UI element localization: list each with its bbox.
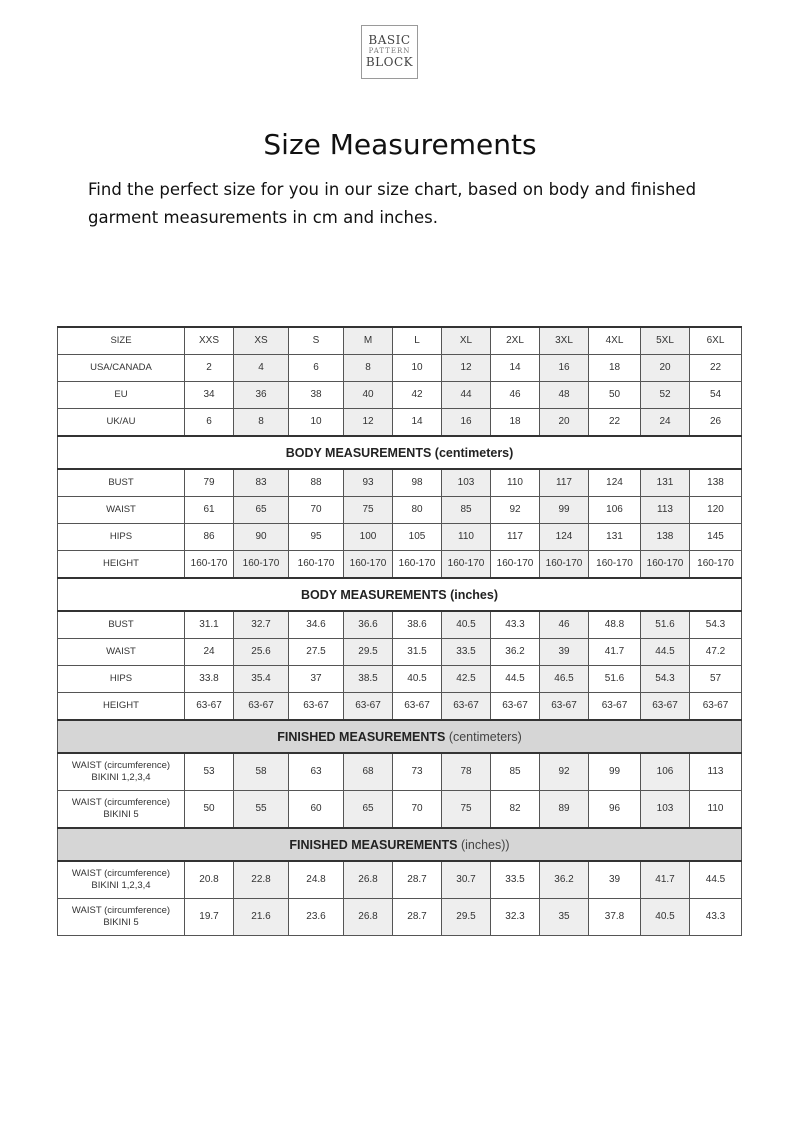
table-cell: 34.6 <box>289 611 344 639</box>
table-cell: 36.6 <box>344 611 393 639</box>
table-row <box>58 469 742 497</box>
table-cell: 99 <box>540 497 589 524</box>
table-cell: 106 <box>589 497 641 524</box>
table-cell: 35 <box>540 899 589 936</box>
table-cell: 63-67 <box>393 693 442 721</box>
row-label: EU <box>58 382 185 409</box>
table-cell: 12 <box>344 409 393 437</box>
table-cell: 4 <box>234 355 289 382</box>
table-row <box>58 791 742 829</box>
section-title-text: FINISHED MEASUREMENTS <box>289 837 458 852</box>
table-cell: 63-67 <box>344 693 393 721</box>
table-cell: 160-170 <box>185 551 234 579</box>
row-label: HEIGHT <box>58 693 185 721</box>
table-cell: 110 <box>442 524 491 551</box>
section-title-text: FINISHED MEASUREMENTS <box>277 729 446 744</box>
table-cell: 54.3 <box>641 666 690 693</box>
header-row <box>58 327 742 355</box>
row-label: HIPS <box>58 666 185 693</box>
table-cell: 160-170 <box>344 551 393 579</box>
table-cell: 40.5 <box>442 611 491 639</box>
table-cell: 20.8 <box>185 861 234 899</box>
table-cell: 63-67 <box>641 693 690 721</box>
row-label-measure: WAIST (circumference) <box>71 868 171 879</box>
table-cell: XS <box>234 327 289 355</box>
table-cell: 160-170 <box>641 551 690 579</box>
section-title-text: BODY MEASUREMENTS <box>285 445 432 460</box>
section-title <box>58 828 742 861</box>
table-cell: 27.5 <box>289 639 344 666</box>
table-cell: 24 <box>185 639 234 666</box>
table-cell: 36 <box>234 382 289 409</box>
table-cell: 29.5 <box>442 899 491 936</box>
table-cell: 88 <box>289 469 344 497</box>
row-label <box>58 753 185 791</box>
table-cell: 40.5 <box>393 666 442 693</box>
table-cell: 31.1 <box>185 611 234 639</box>
table-cell: 160-170 <box>442 551 491 579</box>
table-cell: 89 <box>540 791 589 829</box>
table-cell: 51.6 <box>589 666 641 693</box>
table-cell: 38.6 <box>393 611 442 639</box>
table-row <box>58 524 742 551</box>
table-cell: 33.8 <box>185 666 234 693</box>
table-cell: 124 <box>540 524 589 551</box>
size-chart-table <box>57 326 742 936</box>
table-cell: 103 <box>442 469 491 497</box>
table-cell: 92 <box>540 753 589 791</box>
table-cell: 26.8 <box>344 861 393 899</box>
row-label: BUST <box>58 611 185 639</box>
table-cell: 110 <box>491 469 540 497</box>
table-cell: 22 <box>690 355 742 382</box>
table-row <box>58 551 742 579</box>
table-cell: 18 <box>589 355 641 382</box>
table-cell: 36.2 <box>491 639 540 666</box>
brand-logo <box>361 25 418 79</box>
table-cell: 16 <box>442 409 491 437</box>
table-cell: 20 <box>641 355 690 382</box>
table-cell: 44.5 <box>491 666 540 693</box>
size-conversion-row <box>58 355 742 382</box>
section-title <box>58 578 742 611</box>
table-cell: 6 <box>185 409 234 437</box>
table-cell: 28.7 <box>393 861 442 899</box>
table-cell: XXS <box>185 327 234 355</box>
table-cell: 2XL <box>491 327 540 355</box>
table-cell: 110 <box>690 791 742 829</box>
table-cell: 90 <box>234 524 289 551</box>
section-header-body-cm <box>58 436 742 469</box>
table-cell: 160-170 <box>589 551 641 579</box>
table-cell: 103 <box>641 791 690 829</box>
table-cell: 48.8 <box>589 611 641 639</box>
table-cell: 14 <box>491 355 540 382</box>
row-label-measure: WAIST (circumference) <box>71 797 171 808</box>
table-cell: 19.7 <box>185 899 234 936</box>
size-chart-body <box>58 327 742 936</box>
table-row <box>58 611 742 639</box>
table-cell: 29.5 <box>344 639 393 666</box>
table-cell: 32.3 <box>491 899 540 936</box>
section-header-finished-cm <box>58 720 742 753</box>
table-cell: 21.6 <box>234 899 289 936</box>
table-cell: 30.7 <box>442 861 491 899</box>
table-cell: 70 <box>289 497 344 524</box>
table-cell: 12 <box>442 355 491 382</box>
table-cell: 32.7 <box>234 611 289 639</box>
table-cell: 38.5 <box>344 666 393 693</box>
table-cell: 23.6 <box>289 899 344 936</box>
table-cell: 63-67 <box>185 693 234 721</box>
table-cell: 18 <box>491 409 540 437</box>
table-cell: 117 <box>540 469 589 497</box>
table-cell: 75 <box>344 497 393 524</box>
table-row <box>58 861 742 899</box>
table-cell: 22.8 <box>234 861 289 899</box>
table-cell: 92 <box>491 497 540 524</box>
table-cell: 43.3 <box>491 611 540 639</box>
table-cell: 54 <box>690 382 742 409</box>
table-cell: 16 <box>540 355 589 382</box>
section-header-finished-in <box>58 828 742 861</box>
table-cell: 113 <box>641 497 690 524</box>
table-cell: 4XL <box>589 327 641 355</box>
table-cell: 42 <box>393 382 442 409</box>
row-label: UK/AU <box>58 409 185 437</box>
table-cell: 44.5 <box>641 639 690 666</box>
section-unit: (centimeters) <box>448 729 522 744</box>
table-cell: 50 <box>185 791 234 829</box>
table-cell: 100 <box>344 524 393 551</box>
table-row <box>58 753 742 791</box>
table-cell: 70 <box>393 791 442 829</box>
table-cell: 55 <box>234 791 289 829</box>
logo-line-basic: BASIC <box>368 33 411 47</box>
table-cell: 160-170 <box>234 551 289 579</box>
table-cell: 48 <box>540 382 589 409</box>
table-cell: 86 <box>185 524 234 551</box>
table-cell: 26.8 <box>344 899 393 936</box>
row-label <box>58 899 185 936</box>
section-unit: (centimeters) <box>434 445 514 460</box>
table-cell: 41.7 <box>589 639 641 666</box>
table-cell: 20 <box>540 409 589 437</box>
table-cell: 63-67 <box>491 693 540 721</box>
table-cell: 160-170 <box>289 551 344 579</box>
table-cell: 138 <box>690 469 742 497</box>
table-cell: XL <box>442 327 491 355</box>
table-cell: 24.8 <box>289 861 344 899</box>
size-conversion-row <box>58 409 742 437</box>
table-cell: 57 <box>690 666 742 693</box>
logo-line-block: BLOCK <box>365 55 414 69</box>
row-label: SIZE <box>58 327 185 355</box>
table-cell: 63 <box>289 753 344 791</box>
table-cell: 93 <box>344 469 393 497</box>
section-header-body-in <box>58 578 742 611</box>
table-cell: 39 <box>589 861 641 899</box>
table-cell: 43.3 <box>690 899 742 936</box>
table-cell: 53 <box>185 753 234 791</box>
row-label-style: BIKINI 5 <box>103 809 139 820</box>
table-cell: 63-67 <box>289 693 344 721</box>
table-cell: 83 <box>234 469 289 497</box>
intro-text: Find the perfect size for you in our size chart, based on body and finished garment measurements in cm and inches. <box>88 180 697 227</box>
row-label: WAIST <box>58 639 185 666</box>
table-cell: 42.5 <box>442 666 491 693</box>
table-cell: 24 <box>641 409 690 437</box>
row-label: HEIGHT <box>58 551 185 579</box>
row-label: WAIST <box>58 497 185 524</box>
table-cell: 60 <box>289 791 344 829</box>
table-cell: 8 <box>234 409 289 437</box>
table-cell: M <box>344 327 393 355</box>
table-cell: 80 <box>393 497 442 524</box>
table-cell: 124 <box>589 469 641 497</box>
table-cell: 35.4 <box>234 666 289 693</box>
table-cell: 33.5 <box>491 861 540 899</box>
row-label: USA/CANADA <box>58 355 185 382</box>
logo-line-pattern: PATTERN <box>368 47 411 55</box>
table-cell: 50 <box>589 382 641 409</box>
section-unit: (inches)) <box>460 837 510 852</box>
table-cell: 85 <box>491 753 540 791</box>
table-cell: 160-170 <box>393 551 442 579</box>
table-cell: 117 <box>491 524 540 551</box>
table-cell: 113 <box>690 753 742 791</box>
table-cell: 2 <box>185 355 234 382</box>
table-cell: 46 <box>540 611 589 639</box>
table-cell: 14 <box>393 409 442 437</box>
table-cell: 160-170 <box>690 551 742 579</box>
section-title-text: BODY MEASUREMENTS <box>300 587 447 602</box>
table-cell: 65 <box>344 791 393 829</box>
table-cell: 58 <box>234 753 289 791</box>
table-cell: 63-67 <box>234 693 289 721</box>
table-cell: 47.2 <box>690 639 742 666</box>
table-cell: 46.5 <box>540 666 589 693</box>
table-cell: 120 <box>690 497 742 524</box>
table-cell: 41.7 <box>641 861 690 899</box>
table-cell: 34 <box>185 382 234 409</box>
row-label-measure: WAIST (circumference) <box>71 760 171 771</box>
table-cell: S <box>289 327 344 355</box>
table-cell: 63-67 <box>442 693 491 721</box>
table-cell: 52 <box>641 382 690 409</box>
table-cell: 96 <box>589 791 641 829</box>
table-cell: 145 <box>690 524 742 551</box>
table-cell: 10 <box>289 409 344 437</box>
table-cell: 160-170 <box>491 551 540 579</box>
table-cell: 33.5 <box>442 639 491 666</box>
table-cell: 63-67 <box>690 693 742 721</box>
table-row <box>58 899 742 936</box>
table-cell: 63-67 <box>589 693 641 721</box>
table-cell: 98 <box>393 469 442 497</box>
row-label <box>58 791 185 829</box>
table-cell: 51.6 <box>641 611 690 639</box>
table-cell: 40 <box>344 382 393 409</box>
table-cell: 82 <box>491 791 540 829</box>
table-cell: 105 <box>393 524 442 551</box>
table-cell: 46 <box>491 382 540 409</box>
table-cell: 37 <box>289 666 344 693</box>
table-cell: 28.7 <box>393 899 442 936</box>
table-cell: 40.5 <box>641 899 690 936</box>
table-cell: 38 <box>289 382 344 409</box>
table-cell: 99 <box>589 753 641 791</box>
table-cell: 160-170 <box>540 551 589 579</box>
table-cell: 65 <box>234 497 289 524</box>
table-cell: 73 <box>393 753 442 791</box>
table-row <box>58 693 742 721</box>
table-cell: 37.8 <box>589 899 641 936</box>
row-label-style: BIKINI 5 <box>103 917 139 928</box>
table-cell: 44 <box>442 382 491 409</box>
table-cell: 54.3 <box>690 611 742 639</box>
table-cell: L <box>393 327 442 355</box>
table-cell: 22 <box>589 409 641 437</box>
table-row <box>58 497 742 524</box>
size-conversion-row <box>58 382 742 409</box>
section-title <box>58 436 742 469</box>
table-cell: 61 <box>185 497 234 524</box>
table-cell: 6XL <box>690 327 742 355</box>
table-cell: 106 <box>641 753 690 791</box>
section-title <box>58 720 742 753</box>
table-cell: 63-67 <box>540 693 589 721</box>
table-cell: 39 <box>540 639 589 666</box>
table-cell: 78 <box>442 753 491 791</box>
table-cell: 85 <box>442 497 491 524</box>
table-cell: 5XL <box>641 327 690 355</box>
row-label: BUST <box>58 469 185 497</box>
table-cell: 138 <box>641 524 690 551</box>
table-cell: 26 <box>690 409 742 437</box>
table-cell: 31.5 <box>393 639 442 666</box>
table-cell: 6 <box>289 355 344 382</box>
table-cell: 131 <box>589 524 641 551</box>
table-cell: 36.2 <box>540 861 589 899</box>
table-cell: 131 <box>641 469 690 497</box>
table-cell: 3XL <box>540 327 589 355</box>
table-row <box>58 639 742 666</box>
row-label: HIPS <box>58 524 185 551</box>
row-label-style: BIKINI 1,2,3,4 <box>91 772 151 783</box>
table-cell: 10 <box>393 355 442 382</box>
row-label-measure: WAIST (circumference) <box>71 905 171 916</box>
page-title: Size Measurements <box>263 128 537 161</box>
table-cell: 68 <box>344 753 393 791</box>
table-cell: 8 <box>344 355 393 382</box>
row-label-style: BIKINI 1,2,3,4 <box>91 880 151 891</box>
table-cell: 75 <box>442 791 491 829</box>
table-cell: 25.6 <box>234 639 289 666</box>
table-cell: 44.5 <box>690 861 742 899</box>
table-cell: 79 <box>185 469 234 497</box>
table-row <box>58 666 742 693</box>
row-label <box>58 861 185 899</box>
section-unit: (inches) <box>450 587 499 602</box>
table-cell: 95 <box>289 524 344 551</box>
